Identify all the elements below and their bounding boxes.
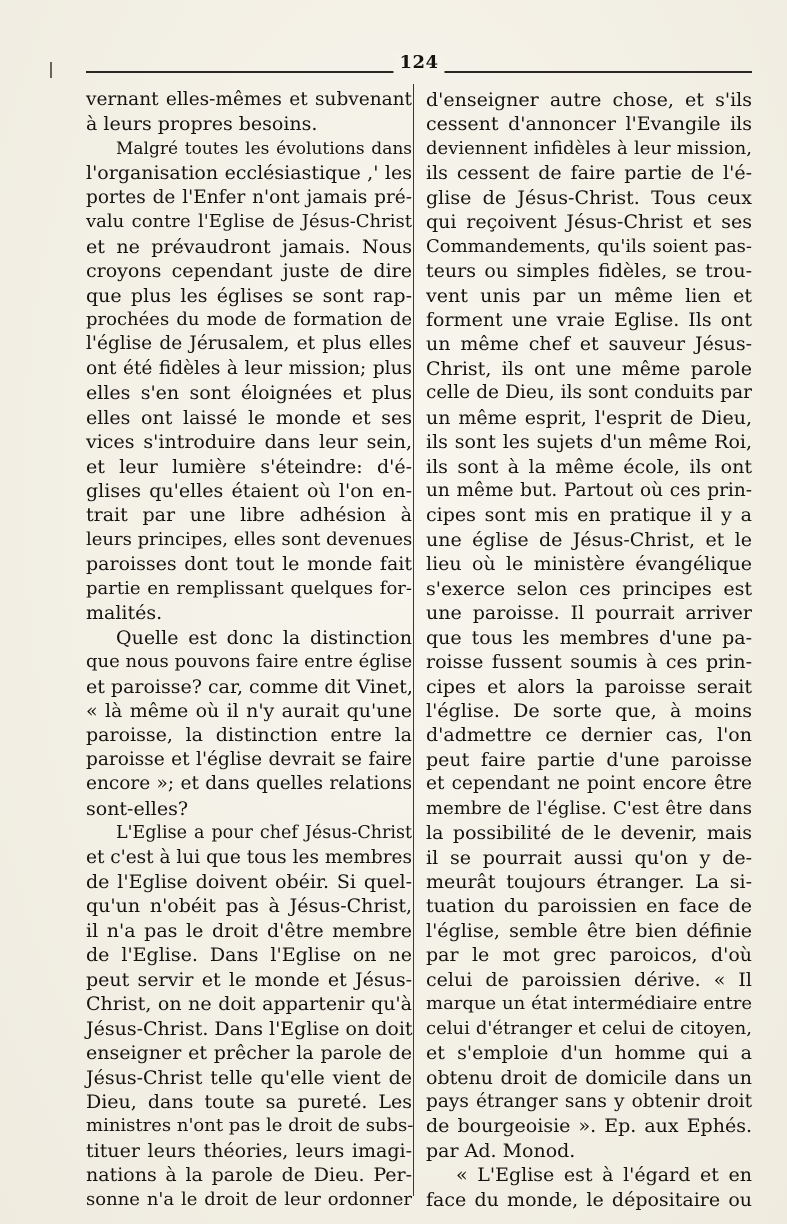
text-line: l'église. De sorte que, à moins [426,699,752,722]
text-line: un même but. Partout où ces prin- [426,480,752,501]
text-line: « L'Eglise est à l'égard et en [456,1164,752,1187]
text-line: L'Eglise a pour chef Jésus-Christ [116,823,412,844]
text-line: portes de l'Enfer n'ont jamais pré- [86,186,412,208]
page-header [86,48,752,78]
text-line: la possibilité de le devenir, mais [426,822,752,845]
text-line: meurât toujours étranger. La si- [426,871,752,893]
text-line: Christ, ils ont une même parole [426,357,752,380]
text-line: par Ad. Monod. [426,1139,576,1162]
text-line: une église de Jésus-Christ, et le [426,528,752,551]
text-line: Dieu, dans toute sa pureté. Les [86,1090,412,1113]
text-line: paroisse, la distinction entre la [86,724,412,747]
text-line: paroisse et l'église devrait se faire [86,748,412,770]
text-line: sont-elles? [86,797,189,820]
text-line: l'organisation ecclésiastique ,' les [86,162,412,185]
text-line: que nous pouvons faire entre église [86,651,413,673]
text-line: que tous les membres d'une pa- [426,626,752,649]
text-line: glise de Jésus-Christ. Tous ceux [426,186,752,209]
text-line: un même chef et sauveur Jésus- [426,333,752,356]
text-line: d'enseigner autre chose, et s'ils [426,89,752,111]
text-line: nations à la parole de Dieu. Per- [86,1164,412,1187]
text-line: de l'Eglise doivent obéir. Si quel- [86,871,412,893]
text-line: valu contre l'Eglise de Jésus-Christ [86,211,412,233]
text-line: ils cessent de faire partie de l'é- [426,162,752,185]
text-line: il se pourrait aussi qu'on y de- [426,846,752,869]
text-line: sonne n'a le droit de leur ordonner [86,1188,412,1210]
text-line: et s'emploie d'un homme qui a [426,1042,752,1065]
text-line: d'admettre ce dernier cas, l'on [426,724,752,747]
text-line: teurs ou simples fidèles, se trou- [426,260,752,283]
text-line: ont été fidèles à leur mission; plus [86,357,412,379]
text-line: prochées du mode de formation de [86,308,412,330]
text-line: cipes et alors la paroisse serait [426,675,752,698]
text-line: l'église de Jérusalem, et plus elles [86,333,412,355]
text-line: paroisses dont tout le monde fait [86,553,412,576]
text-line: qui reçoivent Jésus-Christ et ses [426,211,752,234]
text-line: et leur lumière s'éteindre: d'é- [86,455,412,478]
text-line: ils sont les sujets d'un même Roi, [426,431,752,454]
text-line: partie en remplissant quelques for- [86,577,412,599]
text-line: pays étranger sans y obtenir droit [426,1090,752,1112]
text-line: l'église, semble être bien définie [426,919,752,942]
text-line: celui de paroissien dérive. « Il [426,968,752,991]
text-line: qu'un n'obéit pas à Jésus-Christ, [86,895,412,918]
text-line: Jésus-Christ. Dans l'Eglise on doit [86,1017,413,1040]
text-line: à leurs propres besoins. [86,113,318,136]
text-line: face du monde, le dépositaire ou [426,1188,752,1211]
text-line: forment une vraie Eglise. Ils ont [426,308,752,331]
text-line: lieu où le ministère évangélique [426,553,752,576]
text-line: encore »; et dans quelles relations [86,773,412,795]
text-line: et c'est à lui que tous les membres [86,846,412,868]
text-line: celle de Dieu, ils sont conduits par [426,382,752,404]
text-line: une paroisse. Il pourrait arriver [426,602,752,625]
text-line: tituer leurs théories, leurs imagi- [86,1139,412,1162]
text-line: cipes sont mis en pratique il y a [426,504,752,527]
text-line: Christ, on ne doit appartenir qu'à [86,993,412,1016]
text-line: que plus les églises se sont rap- [86,284,412,307]
text-line: Jésus-Christ telle qu'elle vient de [86,1066,412,1089]
text-line: leurs principes, elles sont devenues [86,528,413,550]
text-line: peut faire partie d'une paroisse [426,748,752,771]
text-line: trait par une libre adhésion à [86,504,412,527]
text-line: ministres n'ont pas le droit de subs- [86,1115,414,1137]
column-divider [413,84,414,1196]
text-line: « là même où il n'y aurait qu'une [86,699,412,722]
text-line: elles s'en sont éloignées et plus [86,382,412,405]
text-line: vernant elles-mêmes et subvenant [86,89,412,110]
text-line: cessent d'annoncer l'Evangile ils [426,113,752,136]
text-line: Commandements, qu'ils soient pas- [426,235,752,257]
text-line: membre de l'église. C'est être dans [426,797,752,819]
text-column-left [86,88,412,1212]
text-column-right [426,88,752,1212]
text-line: marque un état intermédiaire entre [426,993,752,1015]
text-line: de bourgeoisie ». Ep. aux Ephés. [426,1115,752,1138]
text-line: glises qu'elles étaient où l'on en- [86,480,412,502]
margin-mark [50,62,52,78]
text-line: par le mot grec paroicos, d'où [426,944,752,967]
text-line: et ne prévaudront jamais. Nous [86,235,412,258]
text-line: croyons cependant juste de dire [86,260,412,283]
text-line: tuation du paroissien en face de [426,895,752,918]
text-line: s'exerce selon ces principes est [426,577,752,600]
text-line: et cependant ne point encore être [426,773,752,795]
text-line: obtenu droit de domicile dans un [426,1066,752,1089]
text-line: peut servir et le monde et Jésus- [86,968,412,991]
text-line: un même esprit, l'esprit de Dieu, [426,406,752,429]
text-line: deviennent infidèles à leur mission, [426,137,752,159]
text-line: elles ont laissé le monde et ses [86,406,412,429]
page-number: 124 [393,52,444,73]
text-line: de l'Eglise. Dans l'Eglise on ne [86,944,412,967]
text-line: roisse fussent soumis à ces prin- [426,651,752,674]
text-line: ils sont à la même école, ils ont [426,455,752,478]
text-line: il n'a pas le droit d'être membre [86,919,412,942]
text-line: malités. [86,602,163,625]
text-line: vices s'introduire dans leur sein, [86,431,412,454]
text-line: vent unis par un même lien et [426,284,752,307]
text-line: enseigner et prêcher la parole de [86,1042,412,1065]
text-line: Quelle est donc la distinction [116,626,412,649]
text-line: Malgré toutes les évolutions dans [116,138,412,159]
text-line: et paroisse? car, comme dit Vinet, [86,675,413,698]
text-line: celui d'étranger et celui de citoyen, [426,1017,752,1039]
